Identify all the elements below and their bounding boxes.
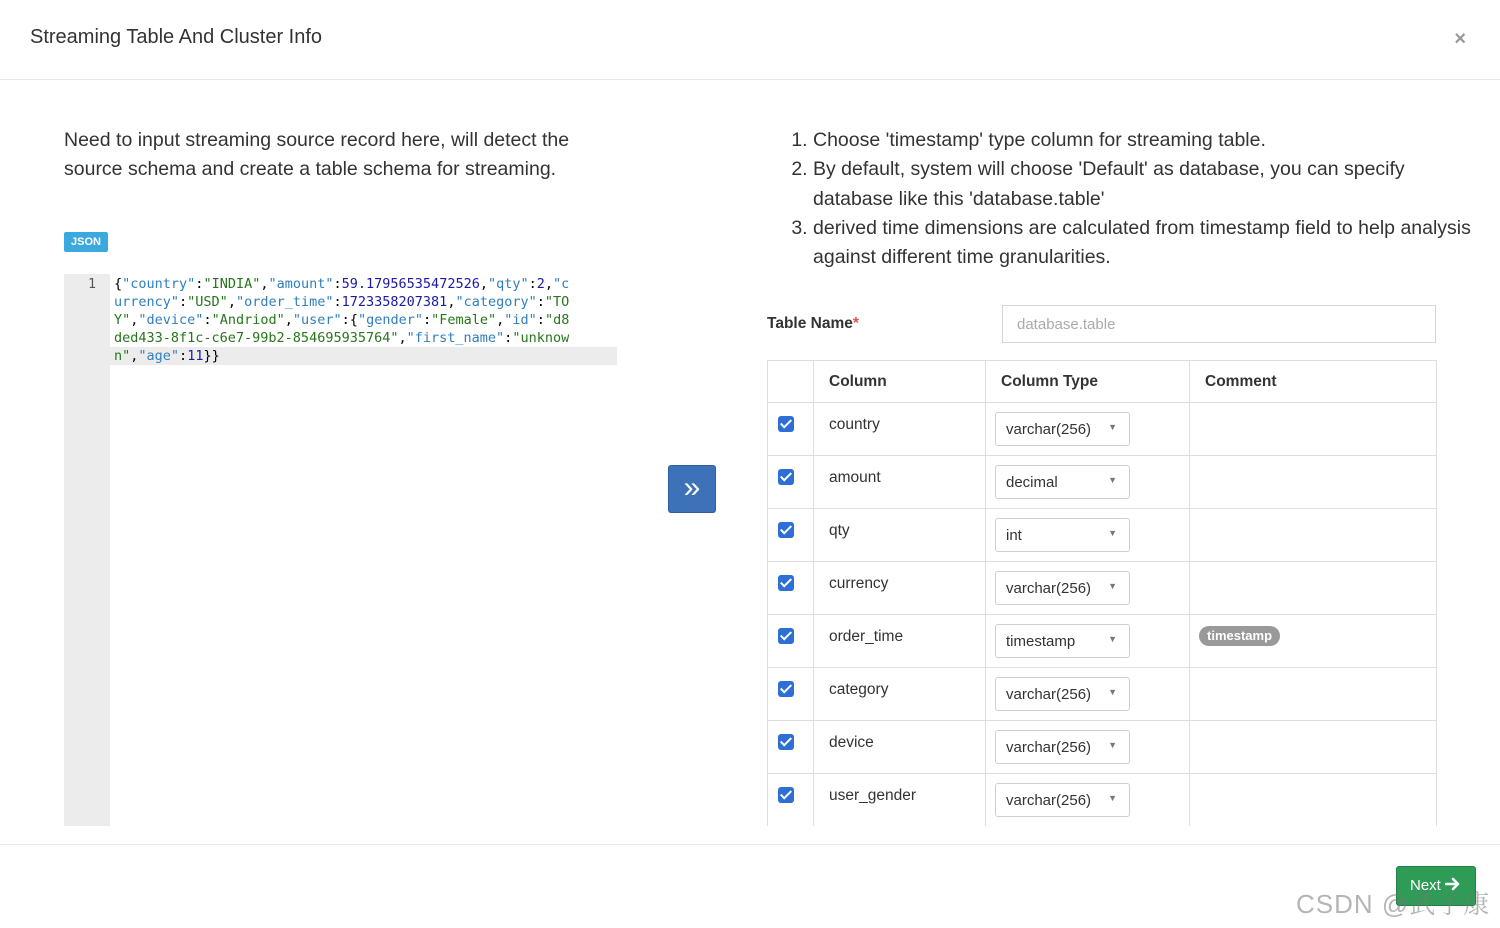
column-name: qty: [829, 522, 850, 539]
column-type-value: int: [1006, 527, 1022, 544]
modal-title: Streaming Table And Cluster Info: [30, 26, 323, 48]
column-type-value: varchar(256): [1006, 580, 1092, 597]
column-name-cell: [814, 403, 986, 456]
column-name: device: [829, 734, 874, 751]
caret-down-icon: ▼: [1108, 740, 1117, 750]
comment-cell: [1190, 721, 1437, 774]
editor-code-content[interactable]: {"country":"INDIA","amount":59.17956535472526,"qty":2,"currency":"USD","order_time":1723358207381,"category":"TOY","device":"Andriod","user":{"gender":"Female","id":"d8ded433-8f1c-c6e7-99b2-854695935764","first_name":"unknown","age":11}}: [114, 276, 570, 364]
comment-cell: [1190, 403, 1437, 456]
column-type-value: timestamp: [1006, 633, 1076, 650]
comment-cell: [1190, 615, 1437, 668]
table-name-label: Table Name*: [767, 315, 859, 332]
column-name: amount: [829, 469, 881, 486]
csdn-watermark: CSDN @武子康: [1296, 889, 1491, 919]
table-header-row: [768, 361, 1437, 403]
column-type-cell: [986, 509, 1190, 562]
column-name: country: [829, 416, 880, 433]
row-checkbox[interactable]: [778, 681, 794, 697]
caret-down-icon: ▼: [1108, 793, 1117, 803]
column-type-cell: [986, 615, 1190, 668]
modal-header: [0, 0, 1500, 80]
row-checkbox[interactable]: [778, 522, 794, 538]
row-checkbox[interactable]: [778, 628, 794, 644]
table-row: [768, 562, 1437, 615]
caret-down-icon: ▼: [1108, 687, 1117, 697]
table-row: [768, 403, 1437, 456]
column-type-select[interactable]: [995, 730, 1130, 764]
caret-down-icon: ▼: [1108, 475, 1117, 485]
close-icon[interactable]: ×: [1454, 28, 1466, 50]
column-type-value: decimal: [1006, 474, 1058, 491]
caret-down-icon: ▼: [1108, 634, 1117, 644]
instruction-step: 2. By default, system will choose 'Default' as database, you can specify database like this 'database.table': [813, 155, 1473, 214]
column-type-cell: [986, 562, 1190, 615]
comment-cell: [1190, 562, 1437, 615]
column-type-select[interactable]: [995, 677, 1130, 711]
timestamp-badge: timestamp: [1199, 626, 1280, 646]
column-type-cell: [986, 774, 1190, 827]
table-row: [768, 456, 1437, 509]
header-column: Column: [814, 361, 986, 403]
caret-down-icon: ▼: [1108, 422, 1117, 432]
column-type-select[interactable]: [995, 783, 1130, 817]
table-row: [768, 721, 1437, 774]
row-checkbox[interactable]: [778, 469, 794, 485]
row-checkbox[interactable]: [778, 416, 794, 432]
columns-table-wrapper[interactable]: [767, 360, 1437, 826]
column-name-cell: [814, 562, 986, 615]
caret-down-icon: ▼: [1108, 528, 1117, 538]
column-type-cell: [986, 403, 1190, 456]
comment-cell: [1190, 668, 1437, 721]
instruction-steps: [790, 126, 1473, 272]
comment-cell: [1190, 456, 1437, 509]
column-type-cell: [986, 721, 1190, 774]
column-name-cell: [814, 509, 986, 562]
row-checkbox[interactable]: [778, 575, 794, 591]
columns-table: [767, 360, 1437, 826]
instruction-step: 1. Choose 'timestamp' type column for streaming table.: [813, 126, 1473, 155]
column-name-cell: [814, 721, 986, 774]
next-button-label: Next: [1410, 877, 1441, 894]
modal-footer: [0, 844, 1500, 928]
column-name: order_time: [829, 628, 904, 645]
table-row: [768, 509, 1437, 562]
column-type-select[interactable]: [995, 571, 1130, 605]
column-name-cell: [814, 615, 986, 668]
column-name: user_gender: [829, 787, 917, 804]
column-type-select[interactable]: [995, 518, 1130, 552]
column-type-value: varchar(256): [1006, 792, 1092, 809]
table-name-input[interactable]: [1002, 305, 1436, 343]
column-type-value: varchar(256): [1006, 739, 1092, 756]
table-row: [768, 774, 1437, 827]
header-select: [768, 361, 814, 403]
json-format-badge: JSON: [64, 232, 108, 252]
convert-arrow-button[interactable]: [668, 465, 716, 513]
comment-cell: [1190, 774, 1437, 827]
instruction-step: 3. derived time dimensions are calculated from timestamp field to help analysis against different time granularities.: [813, 214, 1473, 273]
column-type-cell: [986, 668, 1190, 721]
column-type-select[interactable]: [995, 412, 1130, 446]
column-type-select[interactable]: [995, 465, 1130, 499]
column-name-cell: [814, 668, 986, 721]
row-checkbox[interactable]: [778, 787, 794, 803]
column-type-select[interactable]: [995, 624, 1130, 658]
source-intro-text: Need to input streaming source record here, will detect the source schema and create a table schema for streaming.: [64, 129, 570, 180]
double-chevron-right-icon: »: [683, 471, 701, 504]
comment-cell: [1190, 509, 1437, 562]
column-type-cell: [986, 456, 1190, 509]
table-row: [768, 668, 1437, 721]
column-name: category: [829, 681, 889, 698]
column-name: currency: [829, 575, 889, 592]
column-name-cell: [814, 774, 986, 827]
required-mark: *: [852, 315, 859, 332]
column-name-cell: [814, 456, 986, 509]
caret-down-icon: ▼: [1108, 581, 1117, 591]
header-comment: Comment: [1190, 361, 1437, 403]
row-checkbox[interactable]: [778, 734, 794, 750]
line-number: 1: [88, 277, 96, 292]
column-type-value: varchar(256): [1006, 686, 1092, 703]
editor-gutter: [64, 274, 110, 826]
json-code-editor[interactable]: [64, 274, 617, 826]
column-type-value: varchar(256): [1006, 421, 1092, 438]
header-column-type: Column Type: [986, 361, 1190, 403]
table-row: [768, 615, 1437, 668]
